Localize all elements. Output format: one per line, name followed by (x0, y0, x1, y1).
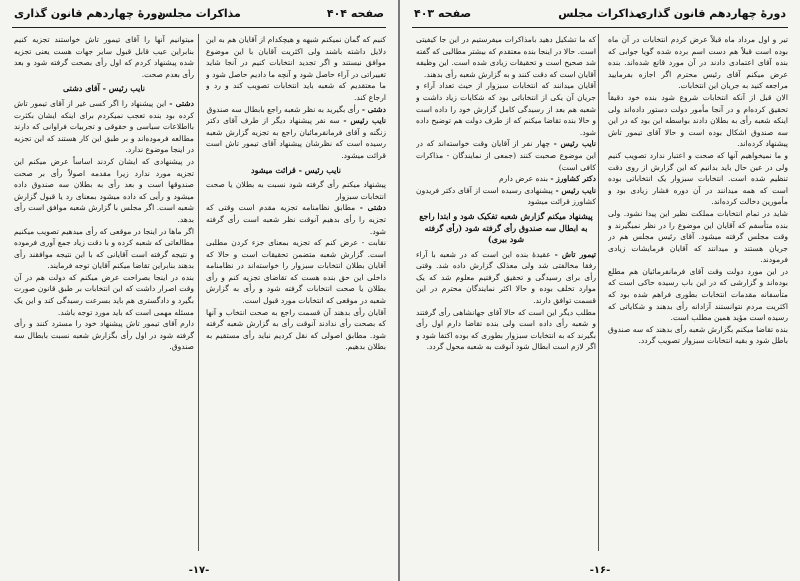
left-page-header (14, 7, 384, 25)
speaker-name: نایب رئیس - (553, 139, 596, 149)
section-heading: نایب رئیس - قرائت میشود (251, 164, 341, 175)
text-column-left (416, 34, 596, 555)
paragraph: آقایان میدانند که انتخابات سبزوار از حیث تعداد آراء و جریان آن یکی از انتخاباتی بود که شکایات زیاد داشت و شعبه هم بعد از رسیدگی کامل گزارش خود را داده است و حالا بنده تقاضا میکنم که از طرف دولت هم توضیح داده شود. (416, 81, 596, 137)
speaker-name: نایب رئیس - (555, 185, 596, 195)
paragraph: مطلب دیگر این است که حالا آقای جهانشاهی رأی گرفتند و شعبه رأی داده است ولی بنده تقاضا دارم اول رأی بگیرند که به انتخابات سبزوار بطوری که بوده اکتفا شود و اگر لازم است ابطال شود آنوقت به شعبه محول گردد. (416, 307, 596, 352)
speech-text: بنده عرض دارم (498, 174, 548, 184)
column-divider (198, 34, 199, 551)
paragraph: آقایان رأی بدهند آن قسمت راجع به صحت انتخاب و آنها که بصحت رأی ندادند آنوقت رأی به گزارش شعبه گرفته شود. مطابق اصولی که نقل کردیم نباید رأی مستقیم به بطلان بدهیم. (206, 307, 386, 352)
paragraph: پیشنهاد میکنم رأی گرفته شود نسبت به بطلان یا صحت انتخابات سبزوار (206, 180, 386, 201)
speaker-name: دشتی - (359, 203, 386, 213)
speech-text: این پیشنهاد را اگر کسی غیر از آقای تیمور تاش کرده بود بنده تعجب نمیکردم برای اینکه ایشان بکثرت بااطلاعات سیاسی و حقوقی و تجربیات فراوانی که دارند مطالعه فرموده‌اند و بر طبق این کار هستند که این تجزیه در اینجا موضوع ندارد. (14, 98, 194, 155)
series-title: دورهٔ چهاردهم قانون گذاری (636, 7, 786, 20)
paragraph: در این مورد دولت وقت آقای فرمانفرمائیان هم مطلع بوده‌اند و گزارشی که در این باب رسیده حاکی است که متأسفانه مقدمات انتخابات بطوری فراهم شده بود که اکثریت مردم نتوانستند آزادانه رأی بدهند و شکایاتی که رسیده است مؤید همین مطلب است. (608, 266, 788, 323)
paragraph (14, 98, 194, 156)
speaker-name: دشتی - (361, 104, 386, 114)
paragraph (206, 104, 386, 116)
header-rule (412, 27, 788, 28)
paragraph: میتوانیم آنها را آقای تیمور تاش خواستند تجزیه کنیم بنابراین عیب قابل قبول سایر جهات هست یعنی تجزیه شده پیشنهاد کردم که اول رأی بصحت گرفته شود و بعد رأی بعدم صحت. (14, 35, 194, 79)
paragraph (416, 185, 596, 208)
paragraph: شاید در تمام انتخابات مملکت نظیر این پیدا نشود. ولی بنده متأسفم که آقایان این موضوع را در نظر نمیگیرند و وقت مجلس گرفته میشود. آقای رئیس مجلس هم در جریان هستند و میدانند که آقایان فرمایشات زیادی فرمودند. (608, 208, 788, 265)
paragraph: الان قبل از آنکه انتخابات شروع شود بنده خود دقیقاً تحقیق کرده‌ام و در آنجا مأمور دولت دستور داده‌اند ولی اینکه شعبه رأی به بطلان دادند بواسطه این بود که در این سه صندوق اشکال بوده است و حالا آقای تیمور تاش پیشنهاد کرده‌اند. (608, 92, 788, 149)
paragraph: که ما تشکیل دهید بامذاکرات میفرستیم در این جا کیفیتی است. حالا در اینجا بنده معتقدم که بیشتر مطالبی که گفته شد صحیح است و تحقیقات زیادی شده است. این وظیفه آقایان است که دقت کنند و به گزارش شعبه رأی بدهند. (416, 35, 596, 79)
speaker-name: تیمور تاش - (554, 249, 596, 259)
paragraph (416, 249, 596, 307)
speaker-name: دشتی - (169, 98, 194, 108)
section-heading: پیشنهاد میکنم گزارش شعبه تفکیک شود و ابتدا راجع به ابطال سه صندوق رأی گرفته شود (رأی گرفته شود بیری) (419, 210, 593, 245)
column-divider (598, 34, 599, 551)
speech-text: رأی بگیرید به نظر شعبه راجع بابطال سه صندوق (206, 104, 360, 114)
speech-text: پیشنهادی رسیده است از آقای دکتر فریدون کشاورز قرائت میشود (416, 185, 596, 207)
paragraph: تیر و اول مرداد ماه قبلاً عرض کردم انتخابات در آن ماه بوده است قبلاً هم دست اسم برده شده گویا جوابی که بنده آقای اعتمادی دادند در آن مورد قانع شده‌اند. بنده عرض میکنم آقای رئیس محترم اگر اجازه بفرمایید مراجعه کنید به جریان این انتخابات. (608, 35, 788, 91)
page-number: -۱۶- (589, 565, 611, 576)
header-rule (12, 27, 386, 28)
left-page (0, 0, 398, 581)
page-label: صفحه ۴۰۴ (326, 7, 384, 20)
speech-text: سه نفر پیشنهاد دیگر از طرف آقای دکتر زنگنه و آقای فرمانفرمائیان راجع به تجزیه گزارش شعبه رسیده است که نظرشان پیشنهاد آقای تیمور تاش است قرائت میشود. (206, 116, 386, 160)
paragraph: کنیم که گمان نمیکنم شبهه و هیچکدام از آقایان هم به این دلایل داشته باشند ولی اکثریت آقایان با این موضوع موافق نیستند و اگر تجدید انتخابات کنیم در آنجا شاید تغییراتی در آراء حاصل شود و آنچه ما دادیم حاصل شود و ما معتقدیم که شعبه باید انتخابات تصویب کند و رد و ارجاع کند. (206, 35, 386, 102)
paragraph (206, 115, 386, 161)
paragraph: دارم آقای تیمور تاش پیشنهاد خود را مسترد کنند و رأی گرفته شود در اول رأی بگزارش شعبه نسبت بابطال سه صندوق. (14, 319, 194, 352)
speech-text: مطابق نظامنامه تجزیه مقدم است وقتی که تجزیه را رأی بدهیم آنوقت نظر شعبه است رأی گرفته شود. (206, 203, 386, 236)
paragraph: اگر ماها در اینجا در موقعی که رأی میدهیم تصویب میکنیم مطالعاتی که شعبه کرده و با دقت زیاد جمع آوری فرموده و نتیجه گرفته است آقایانی که با این نتیجه موافقند رأی بدهند بنابراین تقاضا میکنم آقایان توجه فرمایند. (14, 226, 194, 271)
paragraph: نقابت - عرض کنم که تجزیه بمعنای جزء کردن مطلبی است. گزارش شعبه متضمن تحقیقات است و حالا که آقایان بطلان انتخابات سبزوار را خواسته‌اند در نظامنامه داخلی این حق بنده هست که تقاضای تجزیه کنم و رأی بطلان یا صحت انتخابات گرفته شود و رأی به گزارش شعبه در موقعی که انتخابات مورد قبول است. (206, 238, 386, 306)
right-page-header (414, 7, 786, 25)
speaker-name: نایب رئیس - (343, 116, 386, 126)
paragraph (416, 173, 596, 185)
paragraph: بنده در اینجا بصراحت عرض میکنم که دولت هم در آن وقت اصرار داشت که این انتخابات بر طبق قانون صورت بگیرد و دادگستری هم باید بسرعت رسیدگی کند و این یک مسئله مهمی است که باید مورد توجه باشد. (14, 272, 194, 317)
running-title: مذاکرات مجلس (558, 7, 642, 20)
paragraph: در پیشنهادی که ایشان کردند اساساً عرض میکنم این تجزیه مورد ندارد زیرا مقدمه اصولاً رأی بر صحت صندوقها است و بعد رأی به بطلان سه صندوق داده میشود و رأیی که داده میشود بمعنای رد یا قبول گزارش شعبه است. اگر مجلس با گزارش شعبه موافق است رأی بدهد. (14, 156, 194, 224)
text-column-right (206, 34, 386, 555)
right-page (400, 0, 800, 581)
section-heading: نایب رئیس - آقای دشتی (62, 83, 145, 94)
series-title: دورهٔ چهاردهم قانون گذاری (14, 7, 164, 20)
text-column-left (14, 34, 194, 555)
speech-text: چهار نفر از آقایان وقت خواسته‌اند که در این موضوع صحبت کنند (جمعی از نمایندگان - مذاکرات کافی است) (416, 139, 596, 172)
text-column-right (608, 34, 788, 555)
paragraph: و ما نمیخواهیم آنها که صحت و اعتبار ندارد تصویب کنیم ولی در عین حال باید بدانیم که این گزارش از روی دقت تنظیم شده است. انتخابات سبزوار یک انتخاباتی بوده است که همه میدانند در آن دوره فشار زیادی بود و مأمورین دخالت کرده‌اند. (608, 150, 788, 207)
paragraph (206, 202, 386, 237)
speaker-name: دکتر کشاورز - (550, 174, 596, 184)
page-number: -۱۷- (188, 565, 210, 576)
speech-text: عقیدهٔ بنده این است که در شعبه با آراء رفقا مخالفتی شد ولی معذلک گزارش داده شد. وقتی رأی برای رسیدگی و تحقیق گرفتیم معلوم شد که یک موارد تخلف بوده و حالا اکثر نمایندگان محترم در این قسمت توافق دارند. (416, 249, 596, 306)
page-label: صفحه ۴۰۳ (414, 7, 472, 20)
running-title: مذاکرات مجلس (157, 7, 241, 20)
paragraph (416, 138, 596, 173)
paragraph: بنده تقاضا میکنم بگزارش شعبه رأی بدهند که سه صندوق باطل شود و بقیه انتخابات سبزوار تصویب گردد. (608, 324, 788, 346)
